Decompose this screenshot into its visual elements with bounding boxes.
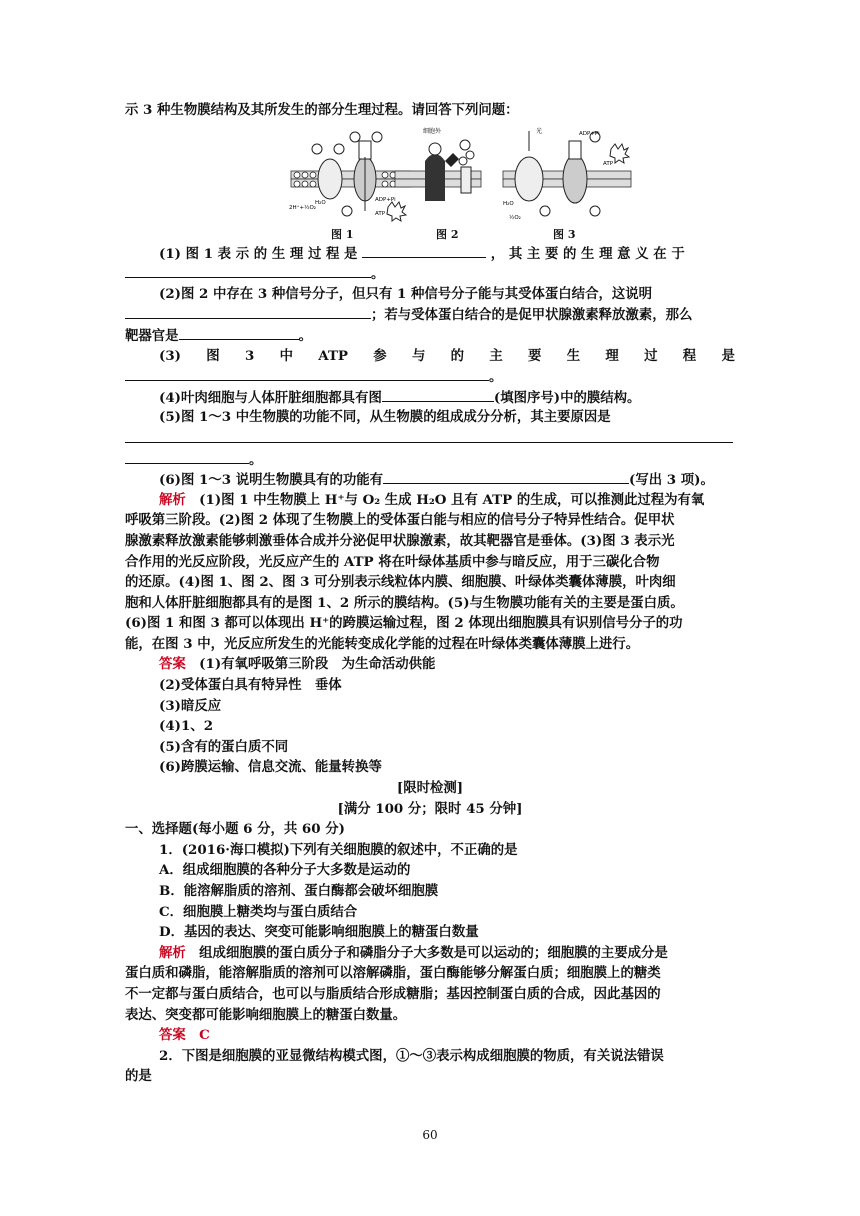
q3-line-2: 。 [125,366,735,387]
mcq-1-answer-label: 答案 [159,1027,186,1044]
answer-1-line: (2)受体蛋白具有特异性 垂体 [159,677,342,694]
analysis-1-line: 胞和人体肝脏细胞都具有的是图 1、2 所示的膜结构。(5)与生物膜功能有关的主要是蛋白质。 [125,594,684,611]
fig1-adp-label: ADP+Pi [375,196,396,203]
figure-3-label: 图 3 [553,227,576,241]
section-title: [限时检测] [396,780,464,797]
mcq-1-answer-value: C [199,1027,210,1044]
q3-word: 主 [489,347,503,364]
q2-text-b: ；若与受体蛋白结合的是促甲状腺激素释放激素，那么 [371,307,693,324]
membrane-figures [125,121,735,243]
q3-word: 与 [411,347,426,364]
q1-blank-significance [125,263,371,278]
q1-text-a: (1) 图 1 表 示 的 生 理 过 程 是 [159,245,358,262]
q2-line-3: 靶器官是 。 [125,325,735,346]
question-5: (5)图 1～3 中生物膜的功能不同，从生物膜的组成成分分析，其主要原因是 [159,409,611,426]
mcq-1-analysis-text: 组成细胞膜的蛋白质分子和磷脂分子大多数是可以运动的；细胞膜的主要成分是 [199,944,668,961]
figure-2-label: 图 2 [436,227,459,241]
mcq-1-option: A．组成细胞膜的各种分子大多数是运动的 [159,862,411,879]
section-subtitle: [满分 100 分；限时 45 分钟] [337,800,523,817]
q5-line-2 [125,428,735,449]
analysis-1-line: (6)图 1 和图 3 都可以体现出 H⁺的跨膜运输过程，图 2 体现出细胞膜具有识别信号分子的功 [125,615,683,632]
q1-blank-process [362,243,486,258]
q3-word: 理 [605,347,619,364]
analysis-1-line: 能，在图 3 中，光反应所发生的光能转变成化学能的过程在叶绿体类囊体薄膜上进行。 [125,635,640,652]
mcq-2-stem: 2．下图是细胞膜的亚显微结构模式图，①～③表示构成细胞膜的物质，有关说法错误 [159,1047,664,1064]
page-number: 60 [422,1128,438,1142]
page-body [125,100,735,1087]
q5-blank-2 [125,449,249,464]
q3-word: 的 [450,347,465,364]
q3-word: 参 [373,347,387,364]
section-part: 一、选择题(每小题 6 分，共 60 分) [125,821,345,838]
fig3-atp-label: ATP [603,160,614,167]
analysis-1-line: 呼吸第三阶段。(2)图 2 体现了生物膜上的受体蛋白能与相应的信号分子特异性结合。促甲状 [125,512,675,529]
question-2: (2)图 2 中存在 3 种信号分子，但只有 1 种信号分子能与其受体蛋白结合，这说明 [159,285,653,302]
question-6 [125,469,735,490]
question-3 [125,346,735,367]
figure-1-label: 图 1 [331,227,354,241]
question-4 [125,387,735,408]
q3-word: 中 [279,347,293,364]
analysis-1-line: 的还原。(4)图 1、图 2、图 3 可分别表示线粒体内膜、细胞膜、叶绿体类囊体薄膜，叶肉细 [125,574,676,591]
q3-word: 要 [528,347,542,364]
q2-blank-explain [125,304,371,319]
analysis-1-line: 合作用的光反应阶段，光反应产生的 ATP 将在叶绿体基质中参与暗反应，用于三碳化合物 [125,553,660,570]
fig2-outside-label: 细胞外 [423,127,442,135]
answer-1-text: (1)有氧呼吸第三阶段 为生命活动供能 [199,656,436,673]
q3-blank [125,366,489,381]
answer-1-line: (3)暗反应 [159,697,222,714]
q1-line-2: 。 [125,263,735,284]
fig3-water-label: H₂O [503,200,514,207]
mcq-1-stem: 1．(2016·海口模拟)下列有关细胞膜的叙述中，不正确的是 [159,841,518,858]
mcq-2-stem-cont: 的是 [125,1068,152,1085]
q3-word: ATP [318,347,348,364]
answer-1-line [125,654,735,675]
q4-text-a: (4)叶肉细胞与人体肝脏细胞都具有图 [159,389,382,406]
question-1 [125,243,735,264]
q5-blank-1 [125,428,733,443]
fig3-oxygen-label: ½O₂ [509,214,521,221]
mcq-1-option: D．基因的表达、突变可能影响细胞膜上的糖蛋白数量 [159,924,479,941]
mcq-1-analysis-line: 不一定都与蛋白质结合，也可以与脂质结合形成糖脂；基因控制蛋白质的合成，因此基因的 [125,985,661,1002]
q6-text-b: (写出 3 项)。 [629,472,714,489]
q3-word: (3) [159,347,181,364]
fig1-atp-label: ATP [375,210,386,217]
q3-word: 生 [566,347,581,364]
q2-line-2 [125,304,735,325]
q3-word: 程 [682,347,697,364]
q6-text-a: (6)图 1～3 说明生物膜具有的功能有 [159,472,384,489]
answer-1-label: 答案 [159,656,186,673]
figure-1-diagram [289,132,411,221]
answer-1-line: (5)含有的蛋白质不同 [159,738,289,755]
q4-blank [382,387,494,402]
q3-word: 图 [206,347,220,364]
figure-3-diagram [503,127,631,221]
fig1-water-label: H₂O [315,199,326,206]
q3-word: 是 [721,347,735,364]
q5-line-3: 。 [125,449,735,470]
mcq-1-option: B．能溶解脂质的溶剂、蛋白酶都会破坏细胞膜 [159,883,439,899]
q2-text-c: 靶器官是 [125,327,179,344]
q3-word: 3 [244,347,255,364]
q3-word: 过 [644,347,658,364]
mcq-1-answer [125,1025,735,1046]
intro-text: 示 3 种生物膜结构及其所发生的部分生理过程。请回答下列问题： [125,102,519,118]
q6-blank [383,469,629,484]
figures-drawing [125,121,735,225]
answer-1-line: (4)1、2 [159,718,214,735]
mcq-1-analysis-label: 解析 [159,944,186,961]
fig3-light-label: 光 [536,127,543,135]
q2-blank-organ [179,325,299,340]
analysis-1-line [125,490,735,511]
analysis-1-label: 解析 [159,491,186,508]
q1-text-b: ， 其 主 要 的 生 理 意 义 在 于 [490,245,685,262]
mcq-1-analysis-line: 表达、突变都可能影响细胞膜上的糖蛋白数量。 [125,1006,407,1023]
analysis-1-line: 腺激素释放激素能够刺激垂体合成并分泌促甲状腺激素，故其靶器官是垂体。(3)图 3 表示光 [125,532,675,549]
figure-2-diagram [395,127,481,201]
analysis-1-text: (1)图 1 中生物膜上 H⁺与 O₂ 生成 H₂O 且有 ATP 的生成，可以推测此过程为有氧 [199,491,705,508]
answer-1-line: (6)跨膜运输、信息交流、能量转换等 [159,759,382,776]
q4-text-b: (填图序号)中的膜结构。 [493,389,641,406]
mcq-1-analysis-line [125,943,735,964]
mcq-1-analysis-line: 蛋白质和磷脂，能溶解脂质的溶剂可以溶解磷脂，蛋白酶能够分解蛋白质；细胞膜上的糖类 [125,965,661,982]
mcq-1-option: C．细胞膜上糖类均与蛋白质结合 [159,903,358,920]
fig1-h-label: 2H⁺+½O₂ [289,204,317,211]
fig3-adp-label: ADP+Pi [579,130,600,137]
